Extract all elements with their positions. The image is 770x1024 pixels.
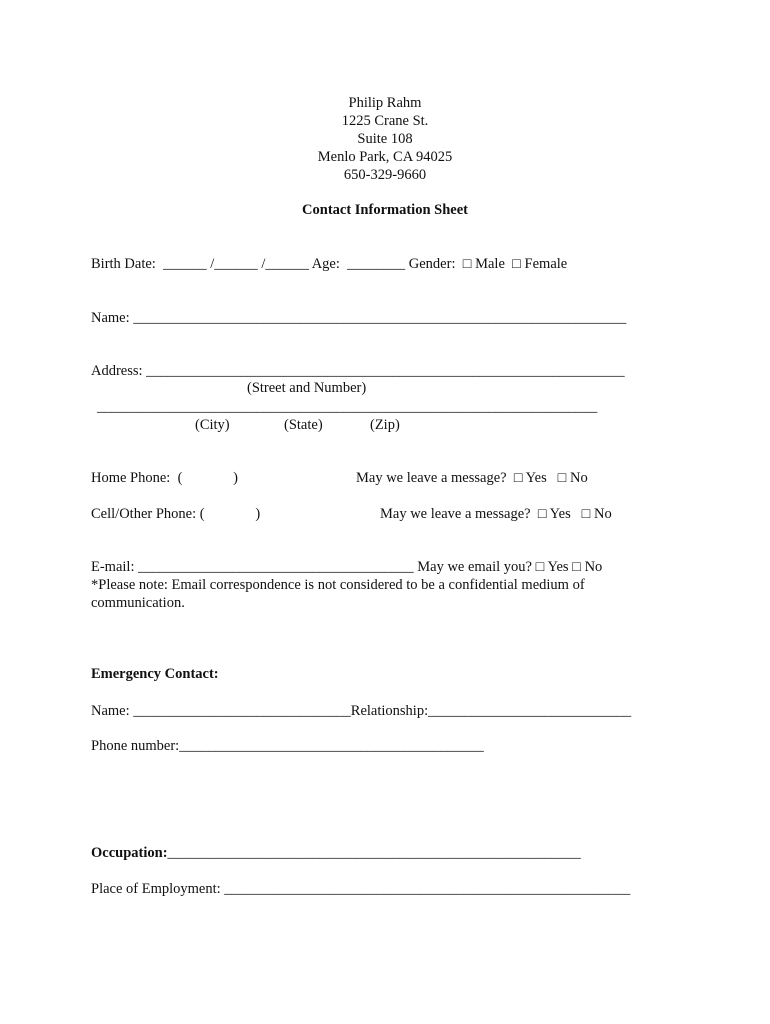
practice-name: Philip Rahm xyxy=(348,95,422,111)
practice-city-state-zip: Menlo Park, CA 94025 xyxy=(317,149,453,165)
email-note-continued: communication. xyxy=(91,595,185,611)
birth-date-age-gender-field[interactable]: Birth Date: ______ /______ /______ Age: ________ Gender: □ Male □ Female xyxy=(91,256,568,272)
practice-suite: Suite 108 xyxy=(357,131,413,147)
occupation-label: Occupation: xyxy=(91,845,168,861)
email-note: *Please note: Email correspondence is not considered to be a confidential medium of xyxy=(91,577,585,593)
cell-message-choice[interactable]: May we leave a message? □ Yes □ No xyxy=(380,506,612,522)
home-phone-field[interactable]: Home Phone: ( ) xyxy=(91,470,238,486)
email-field[interactable]: E-mail: ______________________________________ May we email you? □ Yes □ No xyxy=(91,559,603,575)
street-caption: (Street and Number) xyxy=(247,380,367,396)
zip-caption: (Zip) xyxy=(370,417,400,433)
cell-phone-field[interactable]: Cell/Other Phone: ( ) xyxy=(91,506,261,522)
city-caption: (City) xyxy=(195,417,230,433)
practice-street: 1225 Crane St. xyxy=(341,113,429,129)
emergency-name-relationship-field[interactable]: Name: ______________________________Relationship:____________________________ xyxy=(91,703,632,719)
address-line-2-field[interactable]: _____________________________________________________________________ xyxy=(97,399,598,415)
home-message-choice[interactable]: May we leave a message? □ Yes □ No xyxy=(356,470,588,486)
name-field[interactable]: Name: ____________________________________________________________________ xyxy=(91,310,627,326)
state-caption: (State) xyxy=(284,417,323,433)
emergency-contact-heading: Emergency Contact: xyxy=(91,666,219,682)
employment-field[interactable]: Place of Employment: ________________________________________________________ xyxy=(91,881,631,897)
address-field[interactable]: Address: __________________________________________________________________ xyxy=(91,363,625,379)
practice-phone: 650-329-9660 xyxy=(343,167,427,183)
occupation-row xyxy=(91,844,581,862)
occupation-field[interactable]: _________________________________________________________ xyxy=(167,845,581,861)
emergency-phone-field[interactable]: Phone number:__________________________________________ xyxy=(91,738,484,754)
form-title: Contact Information Sheet xyxy=(302,202,468,218)
